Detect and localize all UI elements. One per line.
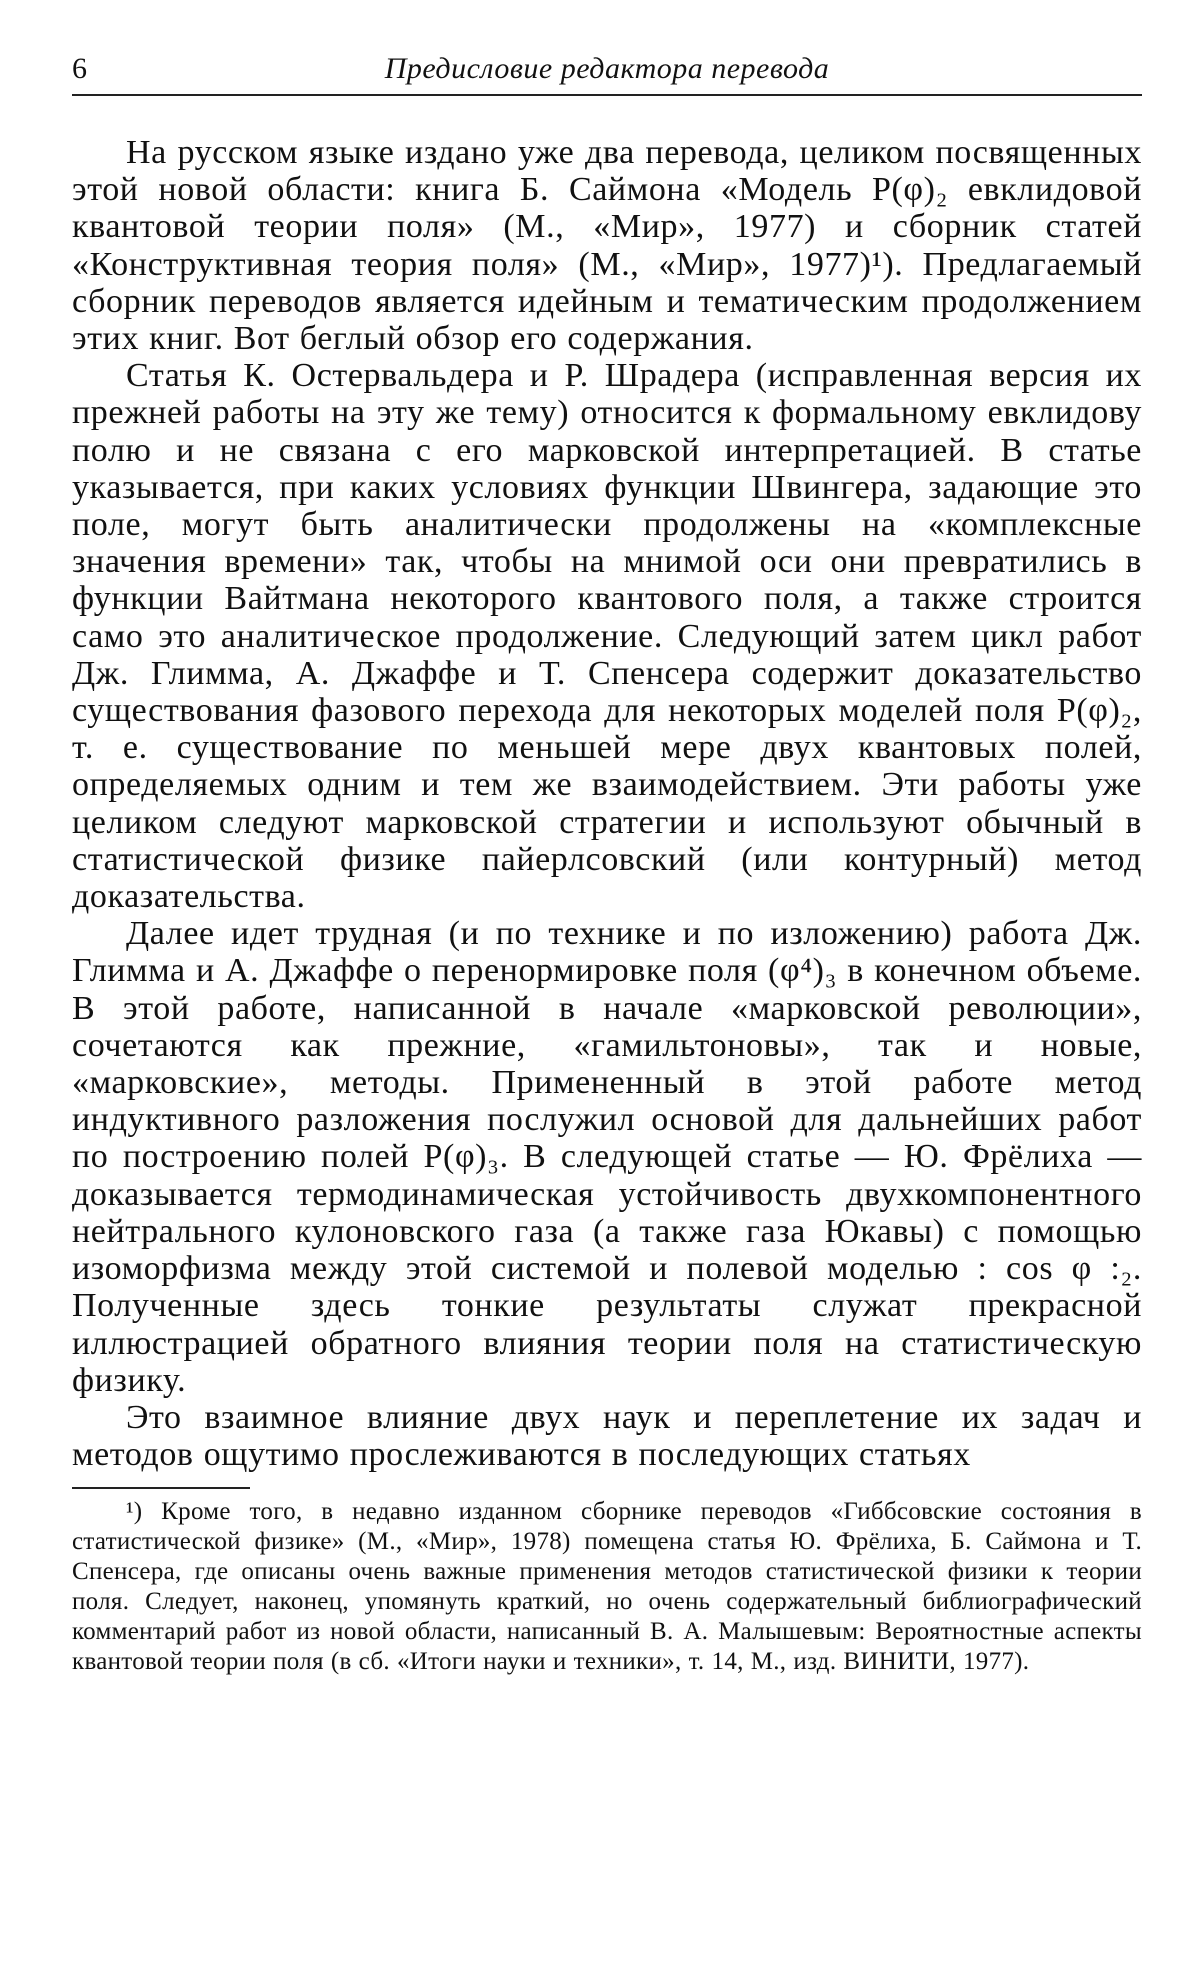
paragraph-4: Это взаимное влияние двух наук и переплетение их задач и методов ощутимо прослеживаются в последующих статьях — [72, 1398, 1142, 1474]
running-title: Предисловие редактора перевода — [384, 52, 830, 85]
footnote-rule — [72, 1487, 250, 1489]
footnote: ¹) Кроме того, в недавно изданном сборнике переводов «Гиббсовские состояния в статистической физике» (М., «Мир», 1978) помещена статья Ю. Фрёлиха, Б. Саймона и Т. Спенсера, где описаны очень важные применения методов статистической физики к теории поля. Следует, наконец, упомянуть краткий, но очень содержательный библиографический комментарий работ из новой области, написанный В. А. Малышевым: Вероятностные аспекты квантовой теории поля (в сб. «Итоги науки и техники», т. 14, М., изд. ВИНИТИ, 1977). — [72, 1498, 1142, 1676]
paragraph-3: Далее идет трудная (и по технике и по изложению) работа Дж. Глимма и А. Джаффе о перенормировке поля (φ⁴)₃ в конечном объеме. В этой работе, написанной в начале «марковской революции», сочетаются как прежние, «гамильтоновы», так и новые, «марковские», методы. Примененный в этой работе метод индуктивного разложения послужил основой для дальнейших работ по построению полей P(φ)₃. В следующей статье — Ю. Фрёлиха — доказывается термодинамическая устойчивость двухкомпонентного нейтрального кулоновского газа (а также газа Юкавы) с помощью изоморфизма между этой системой и полевой моделью : cos φ :₂. Полученные здесь тонкие результаты служат прекрасной иллюстрацией обратного влияния теории поля на статистическую физику. — [72, 915, 1142, 1399]
header-rule — [72, 94, 1142, 96]
body-text — [72, 134, 1142, 1473]
paragraph-1: На русском языке издано уже два перевода, целиком посвященных этой новой области: книга Б. Саймона «Модель P(φ)₂ евклидовой квантовой теории поля» (М., «Мир», 1977) и сборник статей «Конструктивная теория поля» (М., «Мир», 1977)¹). Предлагаемый сборник переводов является идейным и тематическим продолжением этих книг. Вот беглый обзор его содержания. — [72, 134, 1142, 358]
running-head — [72, 48, 1142, 90]
document-page — [72, 48, 1142, 1677]
paragraph-2: Статья К. Остервальдера и Р. Шрадера (исправленная версия их прежней работы на эту же тему) относится к формальному евклидову полю и не связана с его марковской интерпретацией. В статье указывается, при каких условиях функции Швингера, задающие это поле, могут быть аналитически продолжены на «комплексные значения времени» так, чтобы на мнимой оси они превратились в функции Вайтмана некоторого квантового поля, а также строится само это аналитическое продолжение. Следующий затем цикл работ Дж. Глимма, А. Джаффе и Т. Спенсера содержит доказательство существования фазового перехода для некоторых моделей поля P(φ)₂, т. е. существование по меньшей мере двух квантовых полей, определяемых одним и тем же взаимодействием. Эти работы уже целиком следуют марковской стратегии и используют обычный в статистической физике пайерлсовский (или контурный) метод доказательства. — [72, 357, 1142, 916]
page-number: 6 — [72, 52, 87, 85]
